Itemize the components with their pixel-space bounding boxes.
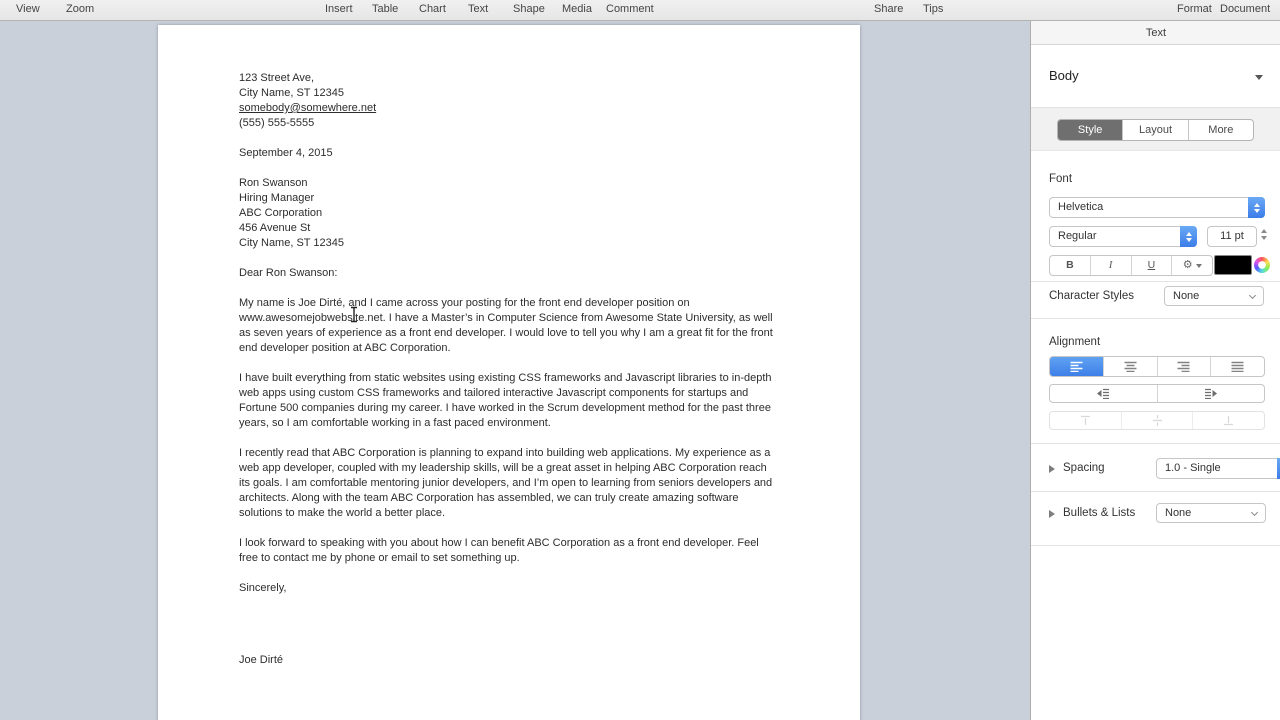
toolbar-tips-button[interactable]: Tips [923,3,944,15]
alignment-label: Alignment [1049,336,1101,348]
toolbar-comment-button[interactable]: Comment [606,3,654,15]
font-weight-value: Regular [1058,230,1097,242]
align-justify-button[interactable] [1210,357,1264,376]
character-styles-select[interactable] [1164,286,1264,306]
toolbar-document-button[interactable]: Document [1220,3,1271,15]
underline-button[interactable]: U [1131,256,1172,275]
stepper-icon[interactable] [1248,197,1265,218]
vertical-alignment-buttons [1049,411,1265,430]
bullets-value: None [1165,507,1192,519]
recipient-block [239,176,774,251]
tab-more[interactable]: More [1188,120,1253,140]
align-bottom-button [1192,412,1264,429]
bullets-select[interactable] [1156,503,1266,523]
align-justify-icon [1231,361,1244,372]
date-line: September 4, 2015 [239,147,333,159]
text-cursor-icon [349,306,359,328]
paragraph-style-value: Body [1049,68,1079,83]
inspector-tab-band [1031,107,1280,151]
toolbar-zoom-button[interactable]: Zoom [66,3,95,15]
character-styles-value: None [1173,290,1200,302]
align-middle-button [1121,412,1193,429]
character-styles-label: Character Styles [1049,290,1135,302]
align-left-button[interactable] [1050,357,1103,376]
recipient-line: Hiring Manager [239,192,315,204]
recipient-line: 456 Avenue St [239,222,311,234]
stepper-icon[interactable] [1180,226,1197,247]
align-center-icon [1124,361,1137,372]
paragraph-style-selector[interactable] [1031,45,1280,107]
align-center-button[interactable] [1103,357,1157,376]
signature: Joe Dirté [239,654,284,666]
align-bottom-icon [1223,415,1234,426]
letter-paragraph: My name is Joe Dirté, and I came across your posting for the front end developer position on www.awesomejobwebsite.net. I have a Master’s in Computer Science from Awesome State University, as well as seven years of experience as a front end developer. I would love to tell you why I am a great fit for the front end developer position at ABC Corporation. [239,297,773,354]
bullets-disclosure-icon[interactable] [1049,510,1055,518]
align-top-button [1050,412,1121,429]
toolbar-table-button[interactable]: Table [372,3,399,15]
inspector-tabs [1057,119,1254,141]
align-middle-icon [1152,415,1163,426]
font-family-value: Helvetica [1058,201,1104,213]
italic-button[interactable]: I [1090,256,1131,275]
document-canvas[interactable] [0,21,1030,720]
align-left-icon [1070,361,1083,372]
chevron-down-icon [1196,264,1202,268]
letter-paragraph: I recently read that ABC Corporation is planning to expand into building web applications. My experience as a web app developer, coupled with my leadership skills, will be a great asset in helping ABC Corporation reach its goals. I am comfortable mentoring junior developers, and I’m open to learning from seniors developers and architects. Along with the team ABC Corporation has assembled, we can truly create amazing software solutions to make the world a better place. [239,447,773,519]
font-size-field[interactable]: 11 pt [1207,226,1257,247]
increase-indent-button[interactable] [1157,385,1265,402]
align-top-icon [1080,415,1091,426]
format-inspector [1030,21,1280,720]
text-color-swatch[interactable] [1214,255,1252,275]
align-right-icon [1177,361,1190,372]
recipient-line: City Name, ST 12345 [239,237,344,249]
toolbar-shape-button[interactable]: Shape [513,3,545,15]
spacing-value: 1.0 - Single [1165,462,1221,474]
toolbar-share-button[interactable]: Share [874,3,904,15]
advanced-options-button[interactable] [1171,256,1212,275]
align-right-button[interactable] [1157,357,1211,376]
recipient-line: ABC Corporation [239,207,323,219]
letter-paragraph: I have built everything from static websites using existing CSS frameworks and Javascript libraries to in-depth web apps using custom CSS frameworks and tailored interactive Javascript components for startups and Fortune 500 companies during my career. I have worked in the Scrum development method for the past three years, so I am comfortable working in a fast paced environment. [239,372,772,429]
font-family-select[interactable] [1049,197,1265,218]
decrease-indent-icon [1096,388,1110,399]
bold-button[interactable]: B [1066,259,1074,271]
increase-indent-icon [1204,388,1218,399]
font-section-label: Font [1049,173,1073,185]
spacing-select[interactable] [1156,458,1280,479]
letter-paragraph: I look forward to speaking with you about how I can benefit ABC Corporation as a front end developer. Feel free to contact me by phone or email to set something up. [239,537,759,564]
color-wheel-icon[interactable] [1254,257,1270,273]
spacing-label: Spacing [1063,462,1105,474]
font-style-buttons [1049,255,1213,276]
inspector-panel-title: Text [1031,21,1280,45]
font-size-stepper[interactable] [1261,229,1267,240]
salutation: Dear Ron Swanson: [239,267,338,279]
toolbar-format-button[interactable]: Format [1177,3,1212,15]
sender-phone: (555) 555-5555 [239,117,315,129]
document-page[interactable] [158,25,860,720]
chevron-down-icon [1255,75,1263,80]
toolbar-chart-button[interactable]: Chart [419,3,446,15]
sender-line: 123 Street Ave, [239,72,315,84]
sender-email: somebody@somewhere.net [239,102,377,114]
closing: Sincerely, [239,582,287,594]
sender-line: City Name, ST 12345 [239,87,344,99]
toolbar [0,0,1280,21]
chevron-down-icon [1249,292,1256,299]
chevron-down-icon [1251,509,1258,516]
recipient-line: Ron Swanson [239,177,308,189]
bullets-label: Bullets & Lists [1063,507,1136,519]
toolbar-insert-button[interactable]: Insert [325,3,353,15]
tab-layout[interactable]: Layout [1122,120,1187,140]
gear-icon: ⚙ [1182,259,1193,271]
toolbar-view-button[interactable]: View [16,3,40,15]
spacing-disclosure-icon[interactable] [1049,465,1055,473]
horizontal-alignment-buttons [1049,356,1265,377]
decrease-indent-button[interactable] [1050,385,1157,402]
sender-block [239,71,774,131]
font-weight-select[interactable] [1049,226,1197,247]
tab-style[interactable]: Style [1058,120,1122,140]
letter-body [239,71,774,668]
indent-buttons [1049,384,1265,403]
toolbar-text-button[interactable]: Text [468,3,489,15]
toolbar-media-button[interactable]: Media [562,3,592,15]
